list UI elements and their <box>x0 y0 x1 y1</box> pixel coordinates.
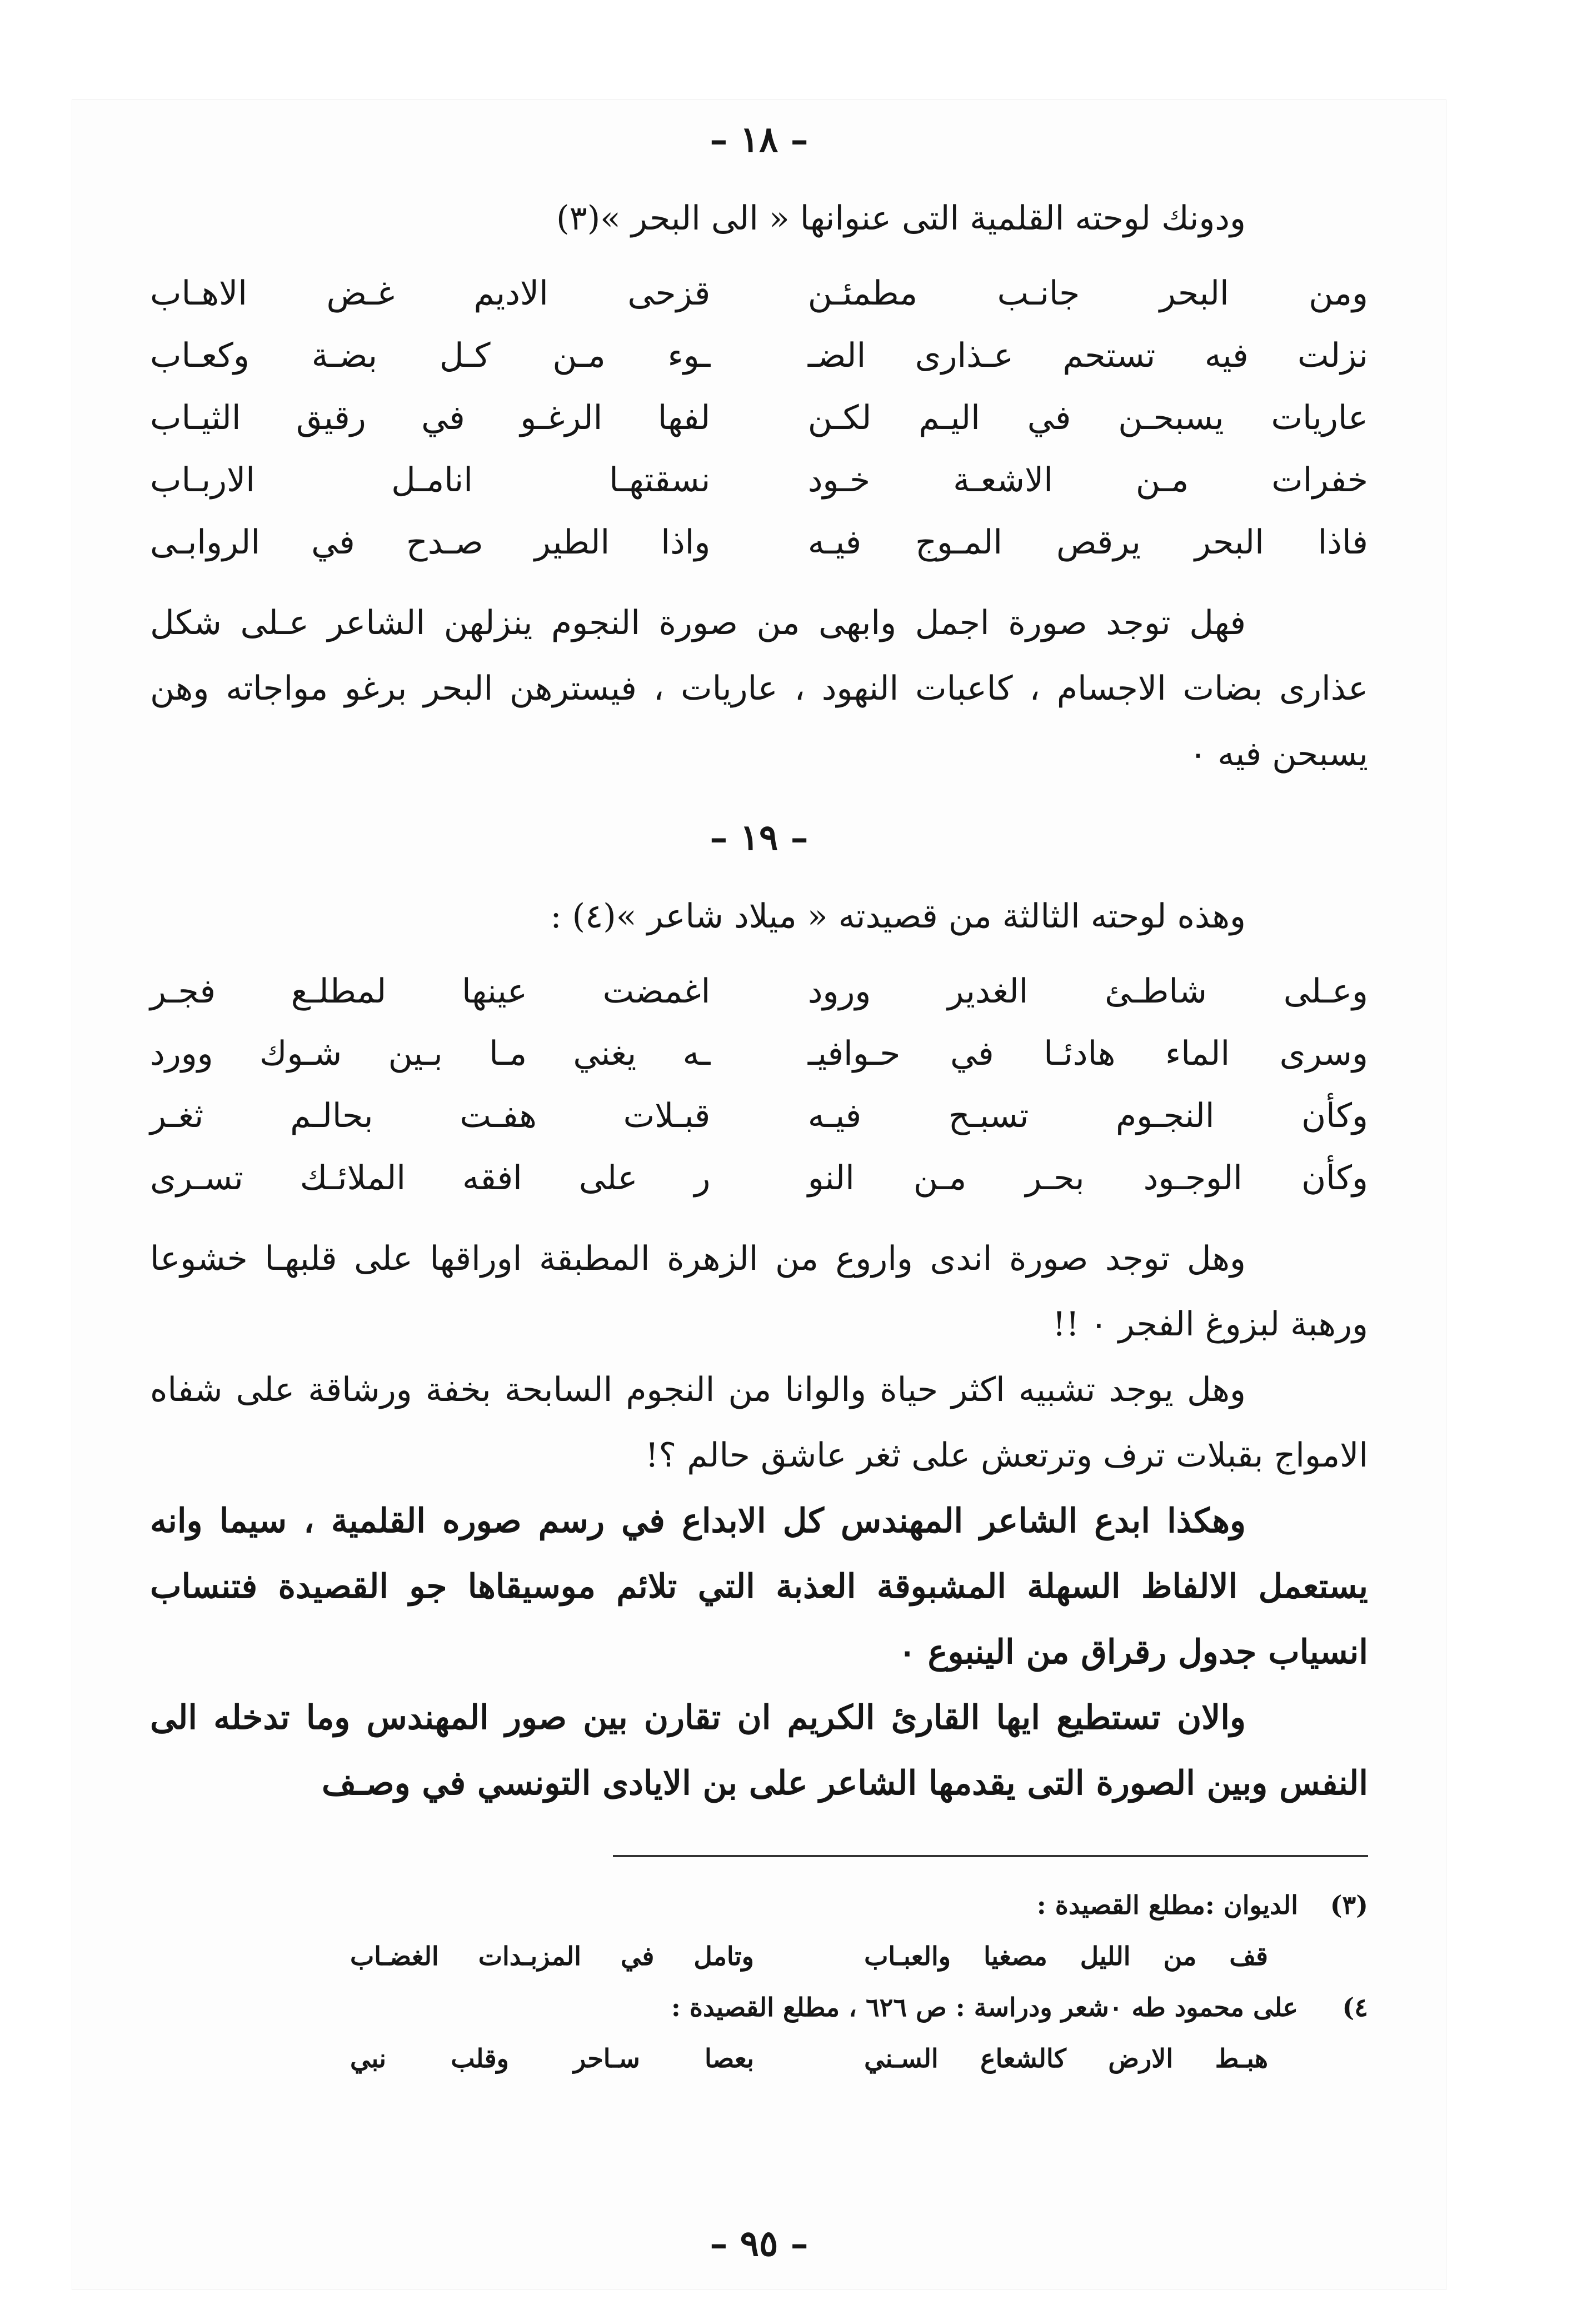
verse-left: ـوء مـن كـل بضـة وكعـاب <box>150 336 711 375</box>
verse-left: وتامل في المزبـدات الغضـاب <box>350 1941 754 1971</box>
verse-left: ـه يغني مـا بـين شـوك وورد <box>150 1034 711 1073</box>
footnote-3-text: الديوان :مطلع القصيدة : <box>1036 1890 1298 1920</box>
poem-1 <box>150 262 1368 573</box>
verse-left: اغمضت عينها لمطلـع فجـر <box>150 972 711 1011</box>
verse-left: واذا الطير صـدح في الروابـى <box>150 523 711 562</box>
verse-right: هبـط الارض كالشعاع السـني <box>864 2043 1268 2073</box>
verse-line <box>150 387 1368 449</box>
verse-left: بعصا سـاحر وقلب نبي <box>350 2043 754 2073</box>
intro-line-1: ودونك لوحته القلمية التى عنوانها « الى البحر »(٣) <box>556 199 1246 238</box>
paragraph-4: وهكذا ابدع الشاعر المهندس كل الابداع في رسم صوره القلمية ، سيما وانه يستعمل الالفاظ السهلة المشبوقة العذبة التي تلائم موسيقاها جو القصيدة فتنساب انسياب جدول رقراق من الينبوع ٠ <box>150 1502 1368 1672</box>
verse-line <box>150 1147 1368 1209</box>
verse-line <box>150 960 1368 1023</box>
verse-right: ومن البحر جانـب مطمئـن <box>807 274 1368 313</box>
verse-right: قف من الليل مصغيا والعبـاب <box>864 1941 1268 1971</box>
paragraph-3: وهل يوجد تشبيه اكثر حياة والوانا من النجوم السابحة بخفة ورشاقة على شفاه الامواج بقبلات ترف وترتعش على ثغر عاشق حالم ؟! <box>150 1370 1368 1475</box>
verse-right: وعـلى شاطـئ الغدير ورود <box>807 972 1368 1011</box>
verse-right: وكأن الوجـود بحـر مـن النو <box>807 1159 1368 1198</box>
verse-right: فاذا البحر يرقص المـوج فيـه <box>807 523 1368 562</box>
verse-right: خفرات مـن الاشعـة خـود <box>807 461 1368 500</box>
verse-right: نزلت فيه تستحم عـذارى الضـ <box>807 336 1368 375</box>
footnote-3 <box>150 1879 1368 1931</box>
paragraph-1: فهل توجد صورة اجمل وابهى من صورة النجوم ينزلهن الشاعر عـلى شكل عذارى بضات الاجسام ، كاعبات النهود ، عاريات ، فيسترهن البحر برغو مواجاته وهن يسبحن فيه ٠ <box>150 604 1368 774</box>
footnote-3-verse <box>150 1931 1368 1982</box>
verse-left: ر على افقه الملائـك تسـرى <box>150 1159 711 1198</box>
footnote-4 <box>150 1982 1368 2033</box>
verse-right: وكأن النجـوم تسبـح فيـه <box>807 1096 1368 1135</box>
section-number-19: – ١٩ – <box>710 817 809 859</box>
footnote-3-number: (٣) <box>1330 1890 1368 1920</box>
footnote-separator <box>613 1855 1368 1857</box>
verse-line <box>150 262 1368 325</box>
verse-line <box>150 325 1368 387</box>
verse-right: وسرى الماء هادئـا في حـوافيـ <box>807 1034 1368 1073</box>
verse-left: لفها الرغـو في رقيق الثيـاب <box>150 398 711 437</box>
poem-2 <box>150 960 1368 1209</box>
book-page <box>72 100 1446 2290</box>
verse-left: قزحى الاديم غـض الاهـاب <box>150 274 711 313</box>
intro-line-2: وهذه لوحته الثالثة من قصيدته « ميلاد شاعر »(٤) : <box>550 897 1246 936</box>
verse-line <box>150 511 1368 573</box>
paragraph-2: وهل توجد صورة اندى واروع من الزهرة المطبقة اوراقها على قلبهـا خشوعا ورهبة لبزوغ الفجر ٠ !! <box>150 1239 1368 1344</box>
page-number: – ٩٥ – <box>710 2223 809 2265</box>
verse-line <box>150 1085 1368 1147</box>
footnote-4-verse <box>150 2033 1368 2084</box>
footnote-4-number: ٤) <box>1342 1992 1368 2022</box>
footnote-4-text: على محمود طه ٠شعر ودراسة : ص ٦٢٦ ، مطلع القصيدة : <box>671 1992 1298 2022</box>
section-number-18: – ١٨ – <box>710 119 809 161</box>
verse-right: عاريات يسبحـن في اليـم لكـن <box>807 398 1368 437</box>
verse-left: نسقتهـا انامـل الاربـاب <box>150 461 711 500</box>
paragraph-5: والان تستطيع ايها القارئ الكريم ان تقارن بين صور المهندس وما تدخله الى النفس وبين الصورة التى يقدمها الشاعر على بن الايادى التونسي في وصـف <box>150 1698 1368 1803</box>
verse-left: قبـلات هفـت بحالـم ثغـر <box>150 1096 711 1135</box>
page-content <box>150 119 1368 2267</box>
verse-line <box>150 449 1368 511</box>
verse-line <box>150 1023 1368 1085</box>
